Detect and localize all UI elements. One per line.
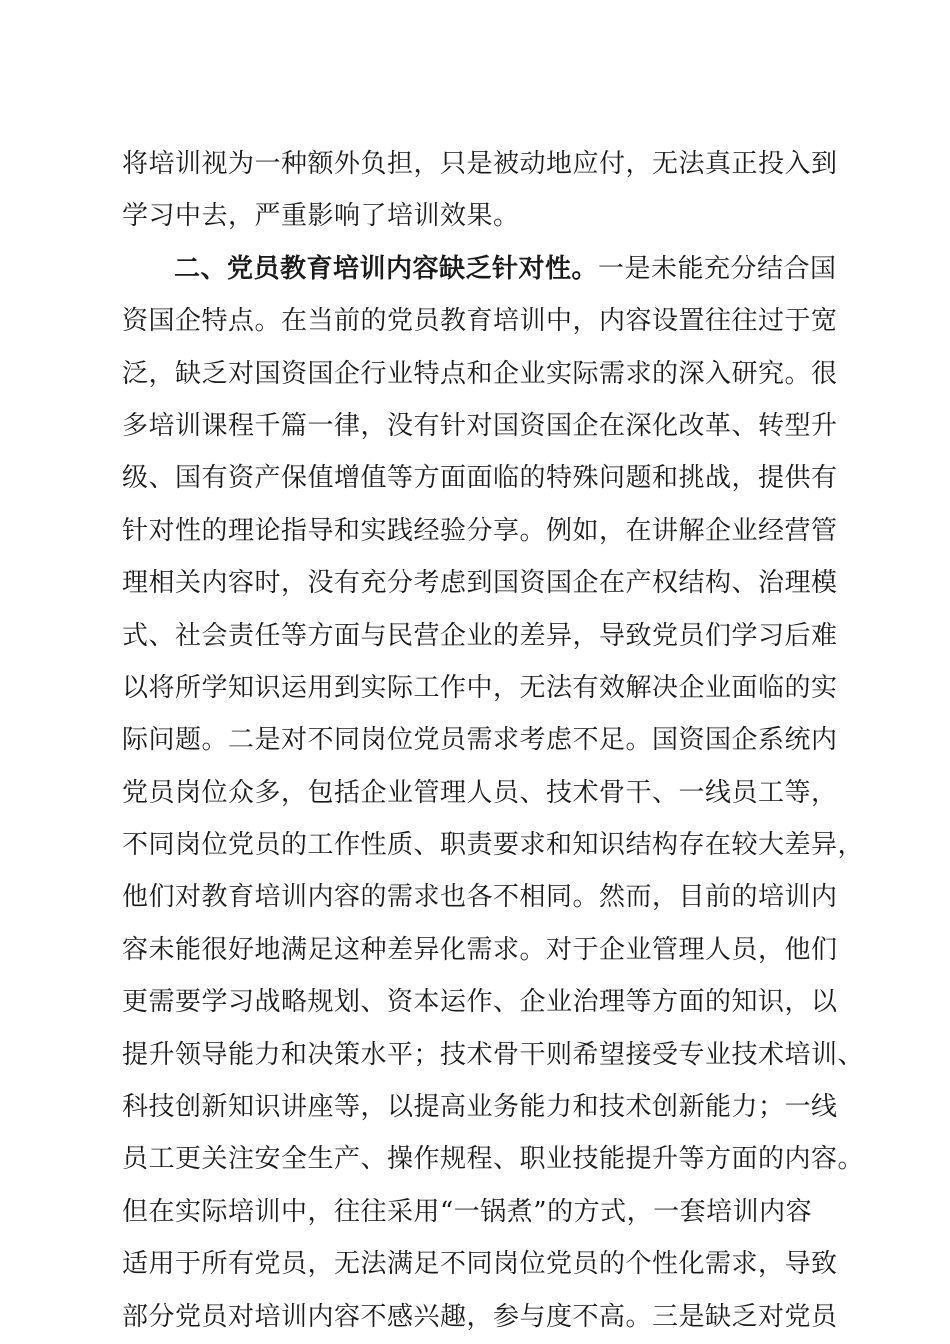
body-text	[122, 138, 865, 1343]
text-line: 更需要学习战略规划、资本运作、企业治理等方面的知识，以	[122, 987, 838, 1018]
text-line: 以将所学知识运用到实际工作中，无法有效解决企业面临的实	[122, 672, 838, 703]
text-line: 级、国有资产保值增值等方面面临的特殊问题和挑战，提供有	[122, 463, 838, 494]
text-line: 将培训视为一种额外负担，只是被动地应付，无法真正投入到	[122, 149, 838, 179]
text-line: 不同岗位党员的工作性质、职责要求和知识结构存在较大差异，	[122, 830, 865, 861]
text-line: 提升领导能力和决策水平；技术骨干则希望接受专业技术培训、	[122, 1039, 865, 1070]
paragraph-start-line	[122, 243, 842, 295]
text-line: 员工更关注安全生产、操作规程、职业技能提升等方面的内容。	[122, 1144, 865, 1175]
text-line: 泛，缺乏对国资国企行业特点和企业实际需求的深入研究。很	[122, 358, 838, 389]
text-line: 适用于所有党员，无法满足不同岗位党员的个性化需求，导致	[122, 1249, 838, 1280]
section-heading-tail: 一是未能充分结合国	[598, 253, 837, 284]
text-line: 式、社会责任等方面与民营企业的差异，导致党员们学习后难	[122, 620, 838, 651]
text-line: 科技创新知识讲座等，以提高业务能力和技术创新能力；一线	[122, 1092, 838, 1123]
text-line: 际问题。二是对不同岗位党员需求考虑不足。国资国企系统内	[122, 725, 838, 756]
text-line: 容未能很好地满足这种差异化需求。对于企业管理人员，他们	[122, 934, 838, 965]
text-line: 党员岗位众多，包括企业管理人员、技术骨干、一线员工等，	[122, 777, 838, 808]
text-line: 但在实际培训中，往往采用“一锅煮”的方式，一套培训内容	[122, 1196, 813, 1227]
text-line: 针对性的理论指导和实践经验分享。例如，在讲解企业经营管	[122, 515, 838, 546]
text-line: 资国企特点。在当前的党员教育培训中，内容设置往往过于宽	[122, 306, 838, 337]
text-line: 他们对教育培训内容的需求也各不相同。然而，目前的培训内	[122, 882, 838, 913]
text-line: 学习中去，严重影响了培训效果。	[122, 201, 520, 232]
text-line: 多培训课程千篇一律，没有针对国资国企在深化改革、转型升	[122, 410, 838, 441]
text-line: 理相关内容时，没有充分考虑到国资国企在产权结构、治理模	[122, 568, 838, 599]
text-line: 部分党员对培训内容不感兴趣，参与度不高。三是缺乏对党员	[122, 1301, 838, 1332]
section-heading: 二、党员教育培训内容缺乏针对性。	[174, 253, 599, 284]
